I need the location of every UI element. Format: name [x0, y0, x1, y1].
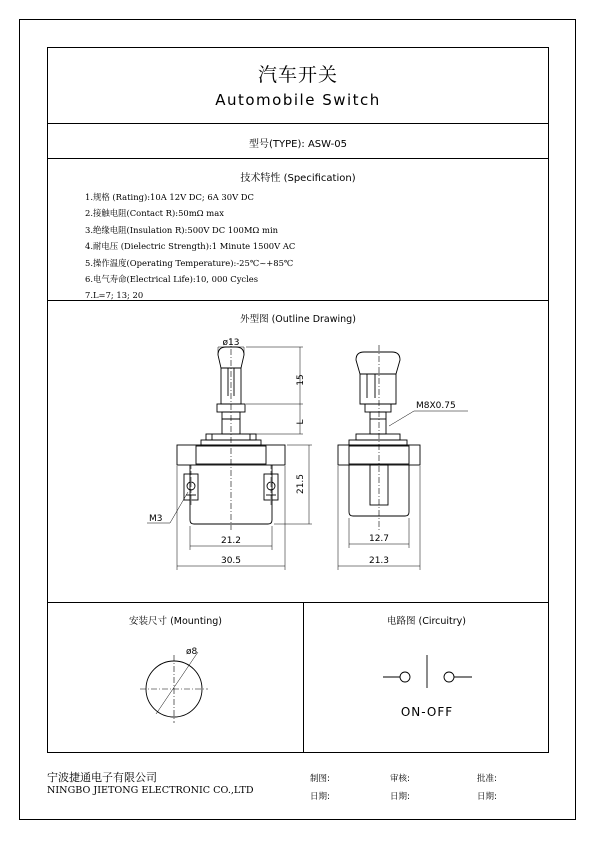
dim-inner-width: 21.2	[220, 536, 242, 546]
spec-item-contact: 2.接触电阻(Contact R):50mΩ max	[85, 208, 224, 219]
outline-title: 外型图 (Outline Drawing)	[240, 314, 356, 325]
spec-item-dielectric: 4.耐电压 (Dielectric Strength):1 Minute 1500V AC	[85, 241, 296, 252]
screw-label: M3	[149, 514, 163, 524]
approved-by-label: 批准:	[477, 774, 497, 784]
dim-body-height: 21.5	[296, 473, 306, 495]
title-english: Automobile Switch	[215, 91, 381, 109]
side-view	[338, 345, 468, 570]
hole-diameter: ø8	[186, 647, 198, 657]
title-chinese: 汽车开关	[257, 64, 338, 86]
circuit-symbol	[383, 655, 472, 688]
spec-item-temperature: 5.操作温度(Operating Temperature):-25℃~+85℃	[85, 257, 294, 268]
company-name-en: NINGBO JIETONG ELECTRONIC CO.,LTD	[47, 785, 254, 796]
spec-title: 技术特性 (Specification)	[240, 173, 356, 184]
checked-by-label: 审核:	[390, 774, 410, 784]
model-type: 型号(TYPE): ASW-05	[249, 139, 347, 150]
checked-date-label: 日期:	[390, 792, 410, 802]
dim-knob-height: 15	[296, 374, 306, 386]
drawn-date-label: 日期:	[310, 792, 330, 802]
mounting-hole	[140, 652, 208, 723]
spec-item-length: 7.L=7; 13; 20	[85, 290, 144, 301]
dim-outer-width: 30.5	[220, 556, 242, 566]
thread-label: M8X0.75	[416, 401, 456, 411]
dim-side-inner: 12.7	[368, 534, 390, 544]
drawn-by-label: 制图:	[310, 774, 330, 784]
spec-item-life: 6.电气寿命(Electrical Life):10, 000 Cycles	[85, 273, 259, 284]
circuitry-title: 电路图 (Circuitry)	[386, 616, 467, 627]
approved-date-label: 日期:	[477, 792, 497, 802]
company-name-cn: 宁波捷通电子有限公司	[47, 771, 157, 784]
spec-item-rating: 1.规格 (Rating):10A 12V DC; 6A 30V DC	[85, 192, 254, 202]
mounting-title: 安装尺寸 (Mounting)	[129, 616, 222, 627]
circuit-label: ON-OFF	[400, 705, 454, 719]
dim-knob-diameter: ø13	[222, 338, 240, 348]
spec-item-insulation: 3.绝缘电阻(Insulation R):500V DC 100MΩ min	[85, 224, 279, 235]
dim-side-outer: 21.3	[368, 556, 390, 566]
dim-stem-length: L	[296, 419, 306, 425]
